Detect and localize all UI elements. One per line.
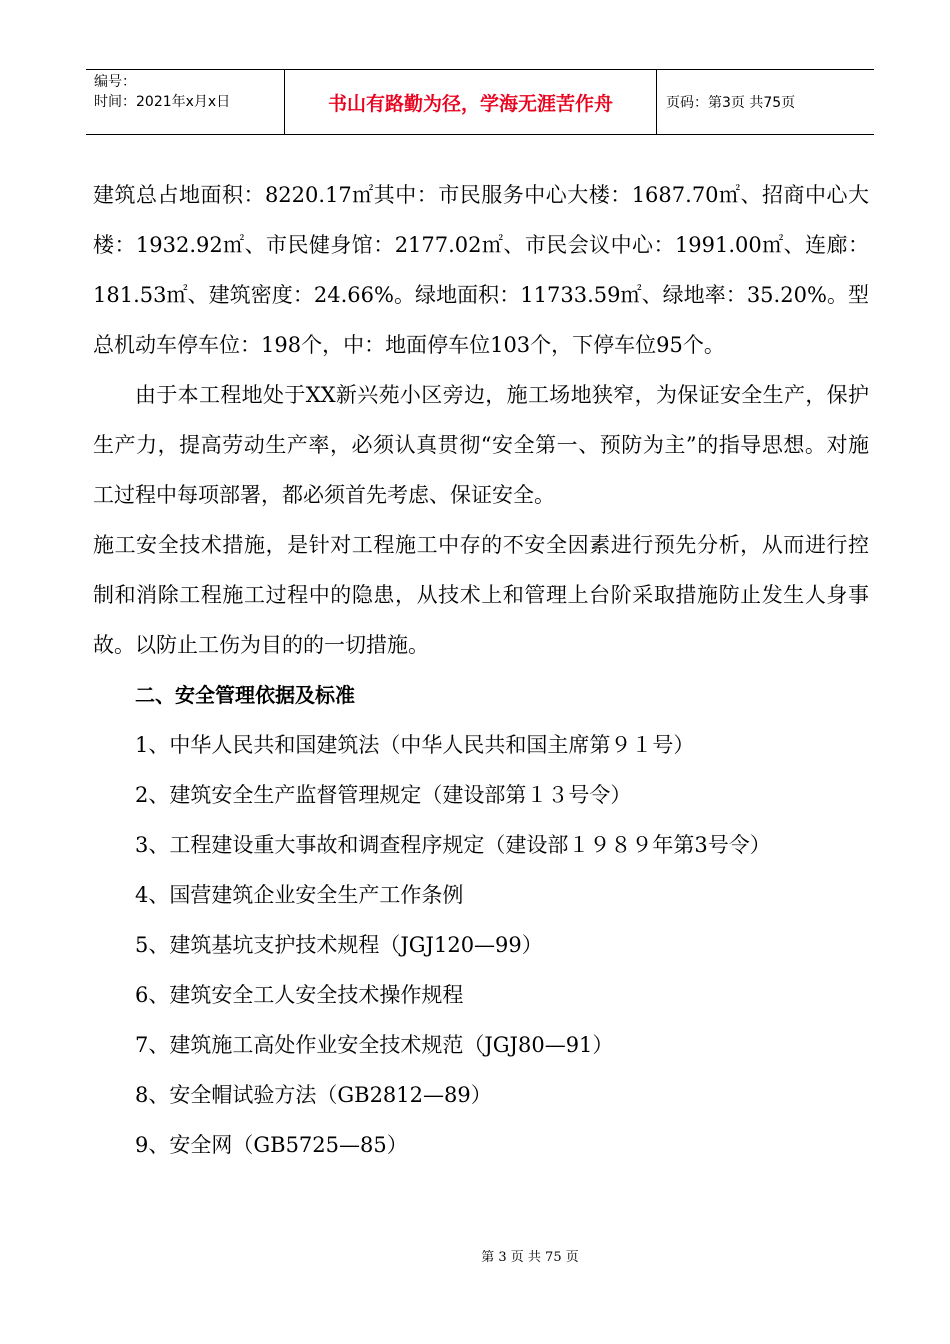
paragraph-building-area: 建筑总占地面积：8220.17㎡其中：市民服务中心大楼：1687.70㎡、招商中心大楼：1932.92㎡、市民健身馆：2177.02㎡、市民会议中心：1991.00㎡、连廊：181.53㎡、建筑密度：24.66%。绿地面积：11733.59㎡、绿地率：35.20%。型总机动车停车位：198个，中：地面停车位103个，下停车位95个。 <box>93 183 869 357</box>
list-item: 4、国营建筑企业安全生产工作条例 <box>135 883 464 907</box>
paragraph-safety-principle: 由于本工程地处于XX新兴苑小区旁边，施工场地狭窄，为保证安全生产，保护生产力，提高劳动生产率，必须认真贯彻“安全第一、预防为主”的指导思想。对施工过程中每项部署，都必须首先考虑、保证安全。 <box>93 383 869 507</box>
list-item: 8、安全帽试验方法（GB2812—89） <box>135 1083 492 1107</box>
list-item: 3、工程建设重大事故和调查程序规定（建设部１９８９年第3号令） <box>135 833 771 857</box>
header-page-label: 页码：第3页 共75页 <box>666 95 796 111</box>
header-left-cell <box>86 70 285 134</box>
document-time-label: 时间：2021年x月x日 <box>94 94 231 110</box>
list-item: 1、中华人民共和国建筑法（中华人民共和国主席第９１号） <box>135 733 695 757</box>
list-item: 9、安全网（GB5725—85） <box>135 1133 408 1157</box>
section-title: 二、安全管理依据及标准 <box>135 683 355 707</box>
paragraph-safety-measures: 施工安全技术措施，是针对工程施工中存的不安全因素进行预先分析，从而进行控制和消除工程施工过程中的隐患，从技术上和管理上台阶采取措施防止发生人身事故。以防止工伤为目的的一切措施。 <box>93 533 869 657</box>
page-footer: 第 3 页 共 75 页 <box>481 1250 579 1265</box>
header-motto: 书山有路勤为径，学海无涯苦作舟 <box>285 70 657 134</box>
document-body <box>93 170 869 1170</box>
document-number-label: 编号： <box>94 74 136 90</box>
list-item: 7、建筑施工高处作业安全技术规范（JGJ80—91） <box>135 1033 614 1057</box>
list-item: 6、建筑安全工人安全技术操作规程 <box>135 983 464 1007</box>
list-item: 5、建筑基坑支护技术规程（JGJ120—99） <box>135 933 543 957</box>
list-item: 2、建筑安全生产监督管理规定（建设部第１３号令） <box>135 783 632 807</box>
page-header <box>86 69 874 135</box>
